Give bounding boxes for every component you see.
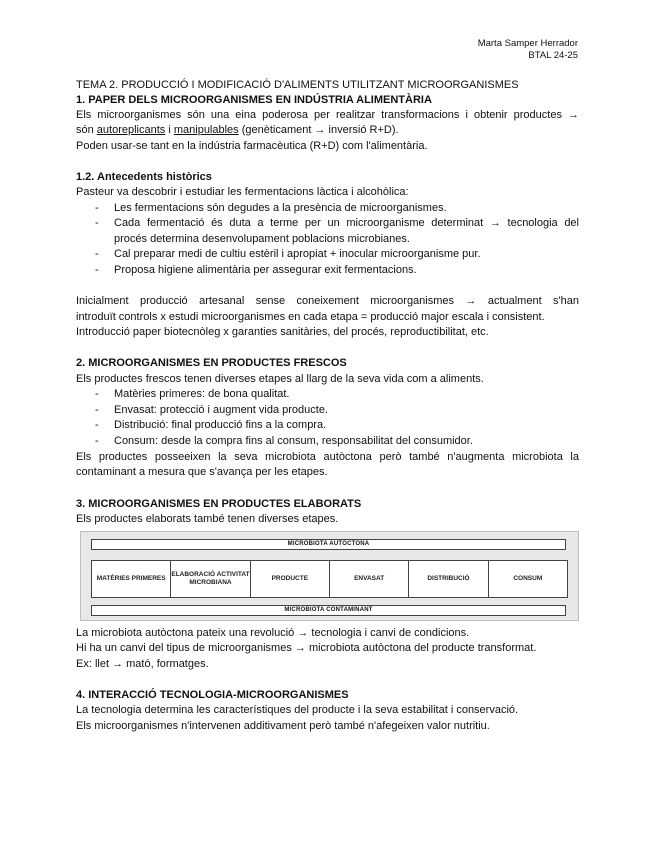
- section-2-heading: 2. MICROORGANISMES EN PRODUCTES FRESCOS: [76, 357, 347, 369]
- diagram-stage-cell: ELABORACIÓ ACTIVITAT MICROBIANA: [171, 561, 250, 597]
- list-item: Matèries primeres: de bona qualitat.: [114, 388, 290, 400]
- underlined-term-autoreplicants: autoreplicants: [96, 124, 166, 136]
- diagram-stage-cell: PRODUCTE: [251, 561, 330, 597]
- section-1-2-intro: Pasteur va descobrir i estudiar les fermentacions làctica i alcohòlica:: [76, 186, 409, 198]
- bullet-marker: -: [95, 419, 99, 431]
- text-segment: i: [165, 124, 174, 136]
- header-course: BTAL 24-25: [528, 50, 578, 61]
- section-1-heading: 1. PAPER DELS MICROORGANISMES EN INDÚSTRIA ALIMENTÀRIA: [76, 94, 432, 106]
- diagram-stage-cell: MATÈRIES PRIMERES: [92, 561, 171, 597]
- bullet-marker: -: [95, 404, 99, 416]
- section-3-line-2: Hi ha un canvi del tipus de microorganismes → microbiota autòctona del producte transformat.: [76, 642, 537, 654]
- bullet-marker: -: [95, 435, 99, 447]
- list-item: Les fermentacions són degudes a la presència de microorganismes.: [114, 202, 447, 214]
- paragraph-line: Introducció paper biotecnòleg x garanties sanitàries, del procés, reproductibilitat, etc.: [76, 326, 489, 338]
- section-1-line-3: Poden usar-se tant en la indústria farmacèutica (R+D) com l'alimentària.: [76, 140, 428, 152]
- diagram-top-bar-microbiota-autoctona: MICROBIOTA AUTÒCTONA: [91, 539, 566, 550]
- bullet-marker: -: [95, 264, 99, 276]
- section-4-line-2: Els microorganismes n'intervenen additivament però també n'afegeixen valor nutritiu.: [76, 720, 490, 732]
- paragraph-line: contaminant a mesura que s'avança per les etapes.: [76, 466, 328, 478]
- section-1-line-1: Els microorganismes són una eina poderosa per realitzar transformacions i obtenir productes →: [76, 109, 579, 121]
- list-item: Distribució: final producció fins a la compra.: [114, 419, 327, 431]
- list-item: Cal preparar medi de cultiu estèril i apropiat + inocular microorganisme pur.: [114, 248, 481, 260]
- text-segment: són: [76, 124, 97, 136]
- section-1-line-2: [76, 123, 579, 138]
- section-4-heading: 4. INTERACCIÓ TECNOLOGIA-MICROORGANISMES: [76, 689, 349, 701]
- list-item: Consum: desde la compra fins al consum, responsabilitat del consumidor.: [114, 435, 473, 447]
- header-author: Marta Samper Herrador: [477, 38, 578, 49]
- underlined-term-manipulables: manipulables: [173, 124, 239, 136]
- section-3-line-3: Ex: llet → mató, formatges.: [76, 658, 209, 670]
- paragraph-line: Inicialment producció artesanal sense coneixement microorganismes → actualment s'han: [76, 295, 579, 307]
- section-1-2-heading: 1.2. Antecedents històrics: [76, 171, 212, 183]
- section-3-intro: Els productes elaborats també tenen diverses etapes.: [76, 513, 339, 525]
- document-title: TEMA 2. PRODUCCIÓ I MODIFICACIÓ D'ALIMENTS UTILITZANT MICROORGANISMES: [76, 79, 519, 91]
- diagram-stage-cell: DISTRIBUCIÓ: [409, 561, 488, 597]
- paragraph-line: Els productes posseeixen la seva microbiota autòctona però també n'augmenta microbiota la: [76, 451, 579, 463]
- section-2-intro: Els productes frescos tenen diverses etapes al llarg de la seva vida com a aliments.: [76, 373, 484, 385]
- list-item: Proposa higiene alimentària per assegurar exit fermentacions.: [114, 264, 417, 276]
- diagram-bottom-bar-microbiota-contaminant: MICROBIOTA CONTAMINANT: [91, 605, 566, 616]
- bullet-marker: -: [95, 217, 99, 229]
- diagram-stages-row: [91, 560, 568, 598]
- diagram-stage-cell: ENVASAT: [330, 561, 409, 597]
- section-4-line-1: La tecnologia determina les característiques del producte i la seva estabilitat i conservació.: [76, 704, 519, 716]
- process-diagram: [80, 531, 579, 621]
- section-3-line-1: La microbiota autòctona pateix una revolució → tecnologia i canvi de condicions.: [76, 627, 470, 639]
- bullet-marker: -: [95, 202, 99, 214]
- section-3-heading: 3. MICROORGANISMES EN PRODUCTES ELABORATS: [76, 498, 362, 510]
- list-item: Envasat: protecció i augment vida producte.: [114, 404, 329, 416]
- paragraph-line: introduït controls x estudi microorganismes en cada etapa = producció major escala i consistent.: [76, 311, 545, 323]
- list-item: Cada fermentació és duta a terme per un microorganisme determinat → tecnologia del: [114, 217, 579, 229]
- bullet-marker: -: [95, 388, 99, 400]
- diagram-stage-cell: CONSUM: [513, 575, 543, 582]
- list-item-continuation: procés determina desenvolupament poblacions microbianes.: [114, 233, 410, 245]
- bullet-marker: -: [95, 248, 99, 260]
- text-segment: (genèticament → inversió R+D).: [238, 124, 399, 136]
